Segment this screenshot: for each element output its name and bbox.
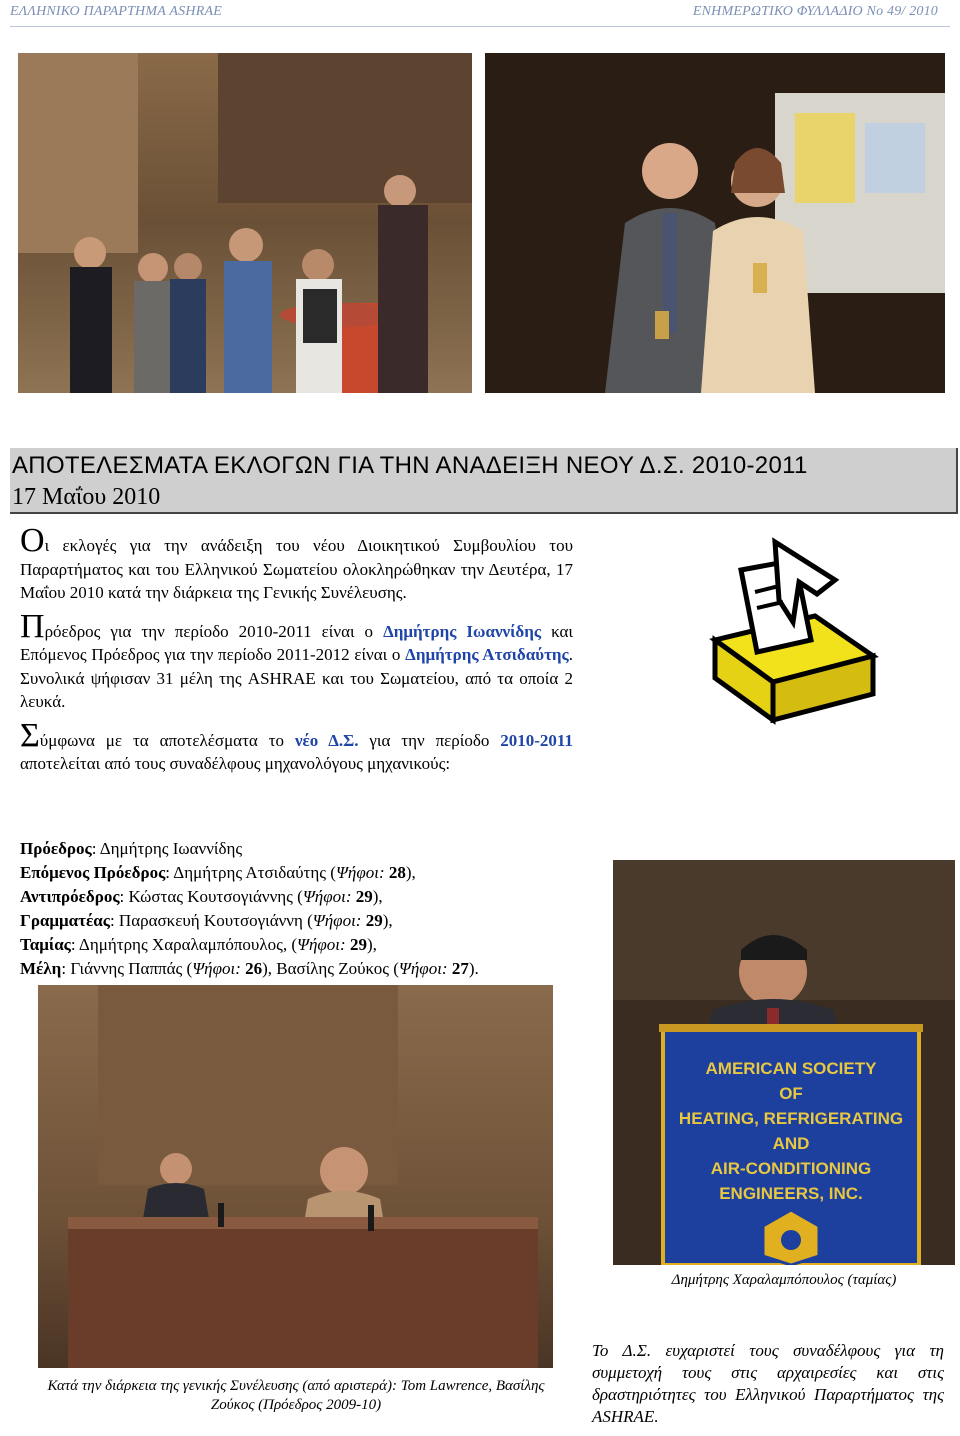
banner-line-1: AMERICAN SOCIETY xyxy=(705,1059,877,1078)
period-highlight: 2010-2011 xyxy=(500,730,573,750)
paragraph-text: για την περίοδο xyxy=(358,730,501,750)
board-vice-president: Αντιπρόεδρος: Κώστας Κουτσογιάννης (Ψήφοι: 29), xyxy=(20,887,383,906)
name-link: Δημήτρης Ιωαννίδης xyxy=(383,621,542,641)
paragraph-text: ι εκλογές για την ανάδειξη του νέου Διοικητικού Συμβουλίου του Παραρτήματος και του Ελληνικού Σωματείου ολοκληρώθηκαν την Δευτέρα, 17 Μαΐου 2010 κατά την διάρκεια της Γενικής Συνέλευσης. xyxy=(20,536,573,602)
header-right: ΕΝΗΜΕΡΩΤΙΚΟ ΦΥΛΛΑΔΙΟ No 49/ 2010 xyxy=(692,4,938,19)
paragraph-text: . Συνολικά ψήφισαν 31 μέλη της ASHRAE και του Σωματείου, από τα οποία 2 λευκά. xyxy=(20,645,573,711)
meeting-photo-caption: Κατά την διάρκεια της γενικής Συνέλευσης (από αριστερά): Tom Lawrence, Βασίλης Ζούκος (Πρόεδρος 2009-10) xyxy=(47,1378,545,1413)
paragraph-intro xyxy=(20,522,573,605)
article-title-bar xyxy=(10,448,958,514)
board-next-president: Επόμενος Πρόεδρος: Δημήτρης Ατσιδαύτης (Ψήφοι: 28), xyxy=(20,863,416,882)
meeting-panel-photo xyxy=(38,985,553,1368)
name-link: Δημήτρης Ατσιδαύτης xyxy=(405,645,569,664)
board-members: Μέλη: Γιάννης Παππάς (Ψήφοι: 26), Βασίλης Ζούκος (Ψήφοι: 27). xyxy=(20,959,479,978)
new-board-highlight: νέο Δ.Σ. xyxy=(294,730,359,750)
paragraph-text: ρόεδρος για την περίοδο 2010-2011 είναι ο xyxy=(44,621,384,641)
article-date: 17 Μαΐου 2010 xyxy=(12,484,161,510)
board-president: Πρόεδρος: Δημήτρης Ιωαννίδης xyxy=(20,839,243,858)
banner-line-3: HEATING, REFRIGERATING xyxy=(678,1109,904,1128)
banner-line-2: OF xyxy=(779,1084,803,1103)
treasurer-photo-caption: Δημήτρης Χαραλαμπόπουλος (ταμίας) xyxy=(671,1272,897,1288)
ballot-box-illustration xyxy=(695,530,885,725)
thanks-note: Το Δ.Σ. ευχαριστεί τους συναδέλφους για τη συμμετοχή τους στις αρχαιρεσίες και στις δραστηριότητες του Ελληνικού Παραρτήματος της ASHRAE. xyxy=(592,1341,944,1426)
banner-line-5: AIR-CONDITIONING xyxy=(710,1159,872,1178)
banner-line-4: AND xyxy=(772,1134,810,1153)
board-list xyxy=(20,837,580,981)
paragraph-results xyxy=(20,716,573,776)
paragraph-text: ύμφωνα με τα αποτελέσματα το xyxy=(39,730,295,750)
dropcap: Π xyxy=(20,607,45,645)
paragraph-text: αποτελείται από τους συναδέλφους μηχανολόγους μηχανικούς: xyxy=(20,754,451,773)
header-rule xyxy=(10,26,950,27)
board-secretary: Γραμματέας: Παρασκευή Κουτσογιάννη (Ψήφοι: 29), xyxy=(20,911,393,930)
treasurer-podium-photo xyxy=(613,860,955,1265)
article-body xyxy=(20,522,573,782)
article-title: ΑΠΟΤΕΛΕΣΜΑΤΑ ΕΚΛΟΓΩΝ ΓΙΑ ΤΗΝ ΑΝΑΔΕΙΞΗ ΝΕΟΥ Δ.Σ. 2010-2011 xyxy=(12,452,808,479)
board-treasurer: Ταμίας: Δημήτρης Χαραλαμπόπουλος, (Ψήφοι: 29), xyxy=(20,935,377,954)
couple-photo xyxy=(485,53,945,393)
header-left: ΕΛΛΗΝΙΚΟ ΠΑΡΑΡΤΗΜΑ ASHRAE xyxy=(10,4,222,19)
dropcap: Ο xyxy=(20,522,45,559)
reception-crowd-photo xyxy=(18,53,472,393)
banner-line-6: ENGINEERS, INC. xyxy=(719,1184,863,1203)
paragraph-text: και Επόμενος Πρόεδρος για την περίοδο 2011-2012 είναι ο xyxy=(20,621,573,664)
dropcap: Σ xyxy=(20,716,40,754)
paragraph-president xyxy=(20,607,573,714)
